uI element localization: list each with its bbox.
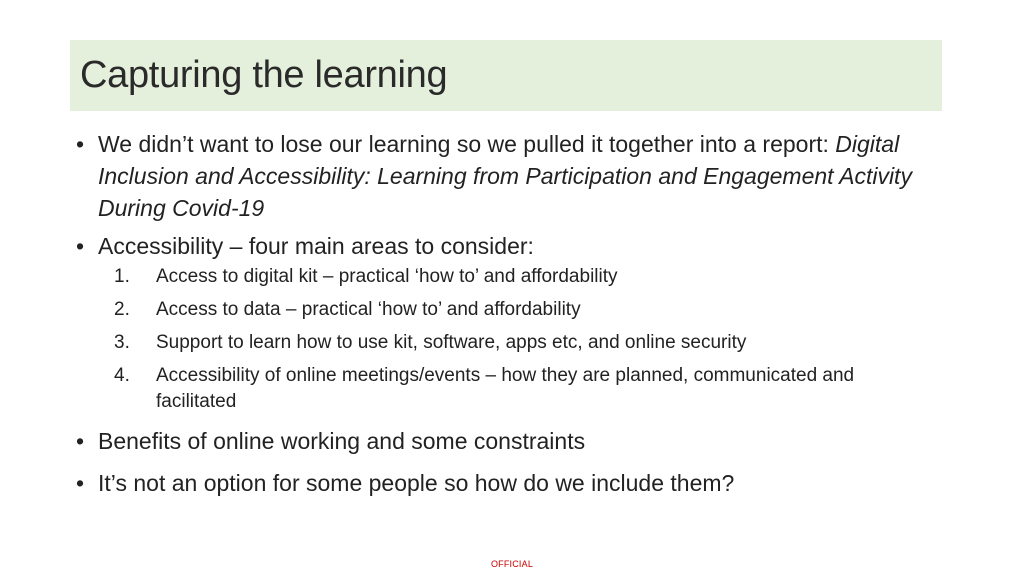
list-item-text: Access to data – practical ‘how to’ and affordability (156, 299, 581, 320)
bullet-marker: • (76, 131, 85, 157)
list-item (114, 297, 876, 323)
title-banner (70, 40, 942, 111)
bullet-text: Accessibility – four main areas to consider: (98, 233, 534, 259)
list-item (114, 264, 876, 290)
list-number: 4. (114, 365, 130, 386)
bullet-accessibility (74, 230, 954, 262)
list-item-text: Access to digital kit – practical ‘how to’ and affordability (156, 266, 618, 287)
bullet-report (74, 128, 948, 224)
accessibility-areas-list (74, 264, 954, 415)
bullet-text: Benefits of online working and some constraints (98, 428, 586, 454)
list-item (114, 330, 876, 356)
list-item-text: Accessibility of online meetings/events – how they are planned, communicated and facilitated (156, 365, 855, 412)
report-title: Digital Inclusion and Accessibility: Learning from Participation and Engagement Activity During Covid-19 (98, 131, 912, 221)
slide-title: Capturing the learning (80, 54, 448, 96)
bullet-marker: • (76, 470, 85, 496)
bullet-text: It’s not an option for some people so how do we include them? (98, 470, 735, 496)
list-item (114, 363, 876, 415)
list-number: 1. (114, 266, 130, 287)
bullet-inclusion (74, 467, 954, 499)
list-item-text: Support to learn how to use kit, software, apps etc, and online security (156, 332, 747, 353)
bullet-text: We didn’t want to lose our learning so we pulled it together into a report: (98, 131, 836, 157)
slide-body (74, 128, 954, 499)
bullet-benefits (74, 425, 954, 457)
bullet-marker: • (76, 428, 85, 454)
list-number: 2. (114, 299, 130, 320)
bullet-marker: • (76, 233, 85, 259)
list-number: 3. (114, 332, 130, 353)
classification-footer: OFFICIAL (490, 559, 534, 569)
